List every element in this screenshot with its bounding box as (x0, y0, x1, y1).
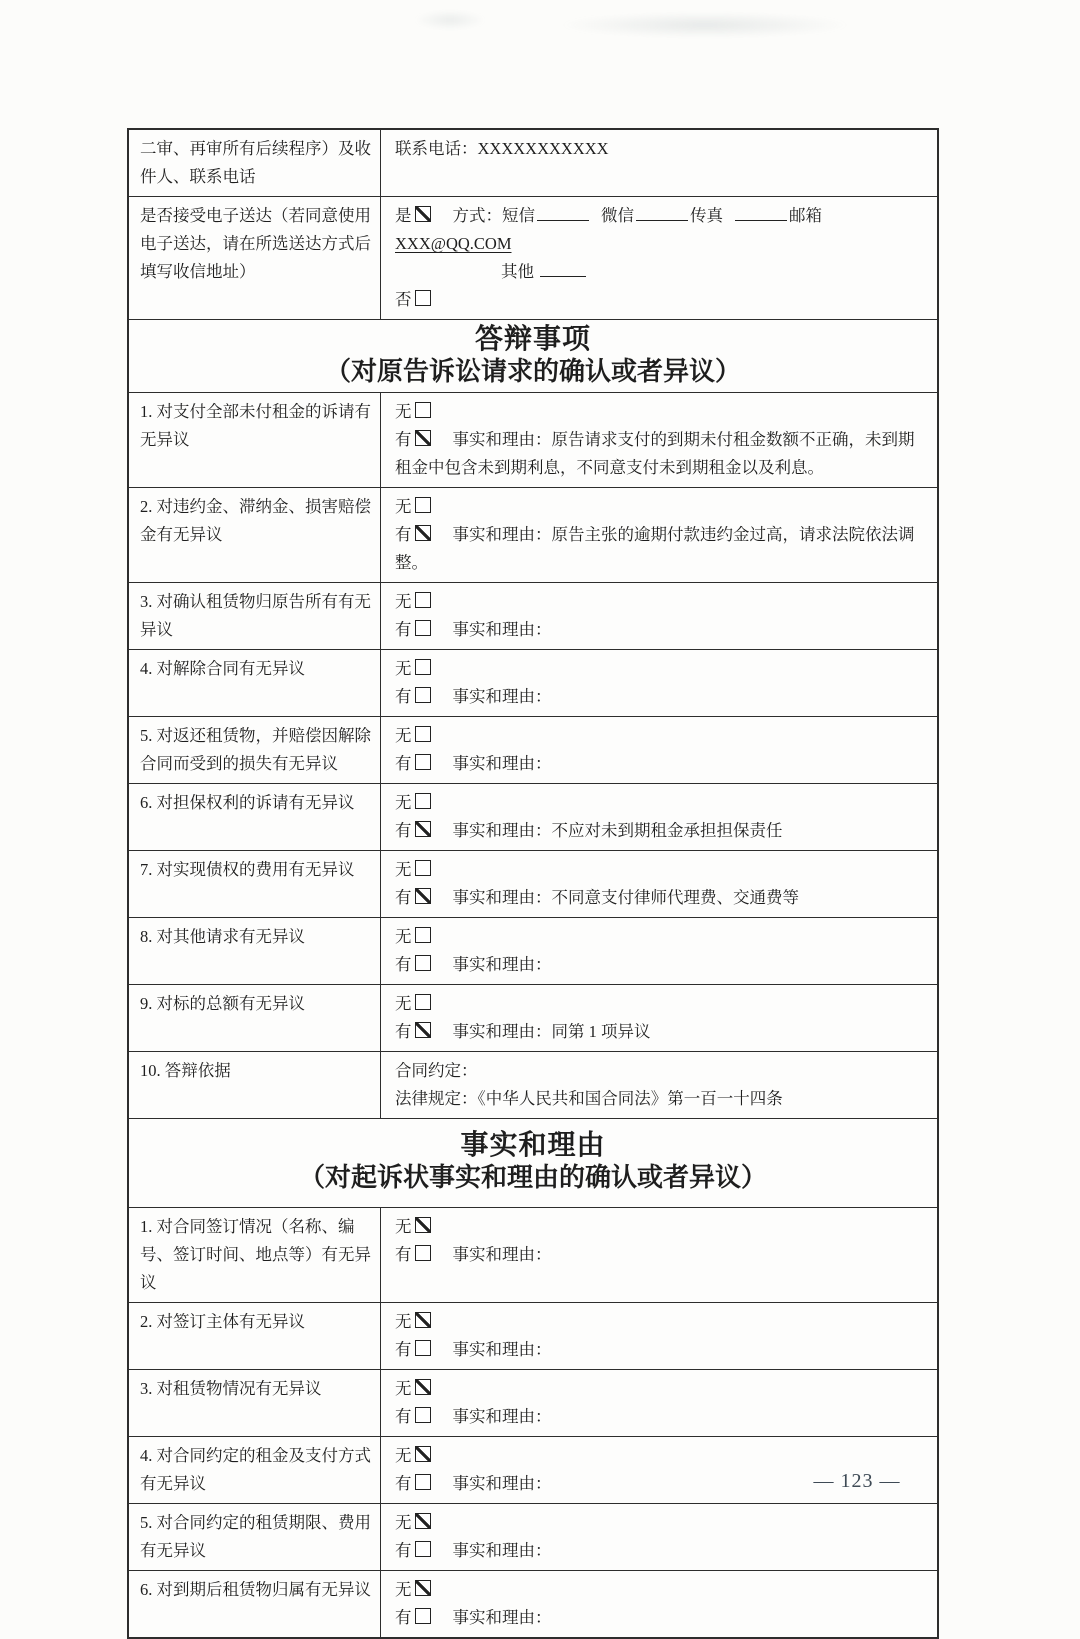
reason-text: 不应对未到期租金承担担保责任 (551, 821, 783, 840)
reason-label: 事实和理由： (452, 1608, 552, 1627)
answer-cell (381, 393, 937, 487)
no-checkbox (415, 290, 431, 306)
section-rows-defense-items (129, 392, 937, 1118)
reason-label: 事实和理由： (452, 1340, 552, 1359)
no-option-label: 无 (395, 497, 412, 516)
yes-checkbox (415, 1022, 431, 1038)
yes-option-label: 有 (395, 1608, 412, 1627)
yes-option-line (395, 951, 929, 979)
yes-checkbox (415, 620, 431, 636)
question-label: 6. 对到期后租赁物归属有无异议 (129, 1571, 381, 1637)
no-option-label: 无 (395, 1513, 412, 1532)
table-row (129, 783, 937, 850)
table-row (129, 1369, 937, 1436)
table-row (129, 582, 937, 649)
yes-checkbox (415, 687, 431, 703)
fax-blank-line (735, 205, 787, 221)
answer-cell (381, 918, 937, 984)
answer-cell (381, 197, 937, 319)
yes-option-line (395, 1537, 929, 1565)
yes-option-line (395, 1241, 929, 1269)
mode-sms-label: 短信 (502, 206, 535, 225)
no-option-label: 无 (395, 793, 412, 812)
no-option-label: 无 (395, 1446, 412, 1465)
no-option-label: 无 (395, 1379, 412, 1398)
no-option-label: 无 (395, 592, 412, 611)
table-row (129, 1570, 937, 1637)
yes-option-label: 有 (395, 1474, 412, 1493)
yes-option-line (395, 683, 929, 711)
scan-artifact (415, 10, 485, 30)
reason-text: 不同意支付律师代理费、交通费等 (551, 888, 799, 907)
answer-cell (381, 1571, 937, 1637)
no-option-line (395, 990, 929, 1018)
yes-checkbox (415, 1340, 431, 1356)
table-row (129, 1051, 937, 1118)
yes-checkbox (415, 754, 431, 770)
no-checkbox (415, 592, 431, 608)
yes-option-label: 有 (395, 1407, 412, 1426)
yes-option-line (395, 1336, 929, 1364)
no-option-line (395, 398, 929, 426)
table-row (129, 487, 937, 582)
reason-text: 原告主张的逾期付款违约金过高，请求法院依法调整。 (395, 525, 915, 572)
no-checkbox (415, 402, 431, 418)
reason-label: 事实和理由： (452, 1407, 552, 1426)
reason-label: 事实和理由： (452, 687, 552, 706)
question-label: 4. 对合同约定的租金及支付方式有无异议 (129, 1437, 381, 1503)
other-blank-line (540, 261, 586, 277)
reason-label: 事实和理由： (452, 525, 552, 544)
other-option-label: 其他 (501, 262, 534, 281)
yes-option-label: 有 (395, 430, 412, 449)
yes-checkbox (415, 955, 431, 971)
yes-option-label: 有 (395, 620, 412, 639)
table-row (129, 1503, 937, 1570)
mode-fax-label: 传真 (690, 206, 723, 225)
question-label: 3. 对租赁物情况有无异议 (129, 1370, 381, 1436)
no-checkbox (415, 793, 431, 809)
page-number: — 123 — (813, 1470, 901, 1492)
yes-option-label: 有 (395, 525, 412, 544)
no-checkbox (415, 1446, 431, 1462)
no-option-label: 否 (395, 290, 412, 309)
answer-cell (381, 1303, 937, 1369)
yes-option-line (395, 616, 929, 644)
yes-option-label: 有 (395, 1340, 412, 1359)
no-option-label: 无 (395, 1217, 412, 1236)
section-subtitle: （对原告诉讼请求的确认或者异议） (324, 357, 741, 386)
yes-option-label: 有 (395, 754, 412, 773)
no-option-label: 无 (395, 994, 412, 1013)
reason-label: 事实和理由： (452, 430, 552, 449)
no-option-line (395, 1375, 929, 1403)
table-row (129, 649, 937, 716)
yes-option-line (395, 817, 929, 845)
no-option-line (395, 655, 929, 683)
question-label: 2. 对违约金、滞纳金、损害赔偿金有无异议 (129, 488, 381, 582)
yes-checkbox (415, 888, 431, 904)
question-label: 2. 对签订主体有无异议 (129, 1303, 381, 1369)
mode-wechat-label: 微信 (601, 206, 634, 225)
no-option-label: 无 (395, 1312, 412, 1331)
no-option-line (395, 1509, 929, 1537)
table-row (129, 1302, 937, 1369)
question-label: 10. 答辩依据 (129, 1052, 381, 1118)
no-option-label: 无 (395, 726, 412, 745)
section-title: 答辩事项 (474, 324, 591, 355)
yes-checkbox (415, 206, 431, 222)
no-checkbox (415, 1379, 431, 1395)
no-checkbox (415, 659, 431, 675)
scan-artifact (560, 12, 850, 38)
no-option-label: 无 (395, 927, 412, 946)
yes-checkbox (415, 1541, 431, 1557)
section-title: 事实和理由 (460, 1130, 606, 1161)
yes-option-line (395, 1604, 929, 1632)
question-label: 6. 对担保权利的诉请有无异议 (129, 784, 381, 850)
reason-label: 事实和理由： (452, 1541, 552, 1560)
yes-checkbox (415, 1407, 431, 1423)
yes-option-line (395, 884, 929, 912)
answer-cell (381, 488, 937, 582)
no-checkbox (415, 1217, 431, 1233)
question-label: 3. 对确认租赁物归原告所有有无异议 (129, 583, 381, 649)
no-option-line (395, 722, 929, 750)
section-rows-facts-reasons (129, 1207, 937, 1637)
no-option-line (395, 1442, 929, 1470)
content-line: 合同约定： (395, 1061, 478, 1080)
answer-cell (381, 717, 937, 783)
no-checkbox (415, 860, 431, 876)
yes-option-label: 有 (395, 888, 412, 907)
mode-prefix-label: 方式： (452, 206, 502, 225)
question-label: 8. 对其他请求有无异议 (129, 918, 381, 984)
reason-label: 事实和理由： (452, 754, 552, 773)
answer-cell (381, 851, 937, 917)
yes-option-label: 有 (395, 955, 412, 974)
reason-label: 事实和理由： (452, 620, 552, 639)
yes-option-line (395, 750, 929, 778)
table-row (129, 196, 937, 319)
reason-label: 事实和理由： (452, 1245, 552, 1264)
table-row (129, 850, 937, 917)
no-checkbox (415, 1312, 431, 1328)
answer-cell (381, 583, 937, 649)
yes-option-line (395, 426, 929, 482)
no-option-line (395, 1308, 929, 1336)
table-row (129, 984, 937, 1051)
answer-cell (381, 784, 937, 850)
answer-cell (381, 1052, 937, 1118)
question-label: 二审、再审所有后续程序）及收件人、联系电话 (129, 130, 381, 196)
yes-option-label: 有 (395, 687, 412, 706)
yes-checkbox (415, 525, 431, 541)
yes-checkbox (415, 1245, 431, 1261)
question-label: 4. 对解除合同有无异议 (129, 650, 381, 716)
reason-label: 事实和理由： (452, 888, 552, 907)
no-option-line (395, 1213, 929, 1241)
no-option-label: 无 (395, 1580, 412, 1599)
yes-option-line (395, 1018, 929, 1046)
reason-label: 事实和理由： (452, 1022, 552, 1041)
answer-cell (381, 650, 937, 716)
no-option-line (395, 923, 929, 951)
table-row (129, 1207, 937, 1302)
no-checkbox (415, 994, 431, 1010)
content-line: 法律规定：《中华人民共和国合同法》第一百一十四条 (395, 1089, 783, 1108)
section-header-facts-reasons (129, 1118, 937, 1207)
answer-cell (381, 985, 937, 1051)
table-row (129, 392, 937, 487)
defense-form-table (127, 128, 939, 1639)
reason-label: 事实和理由： (452, 1474, 552, 1493)
no-option-line (395, 789, 929, 817)
no-option-label: 无 (395, 402, 412, 421)
yes-option-label: 有 (395, 1245, 412, 1264)
no-checkbox (415, 726, 431, 742)
no-option-label: 无 (395, 860, 412, 879)
answer-cell (381, 1504, 937, 1570)
yes-checkbox (415, 430, 431, 446)
no-checkbox (415, 927, 431, 943)
question-label: 1. 对合同签订情况（名称、编号、签订时间、地点等）有无异议 (129, 1208, 381, 1302)
reason-label: 事实和理由： (452, 821, 552, 840)
email-value: XXX@QQ.COM (395, 234, 512, 253)
question-label: 7. 对实现债权的费用有无异议 (129, 851, 381, 917)
answer-cell (381, 130, 937, 196)
no-option-line (395, 588, 929, 616)
answer-cell (381, 1208, 937, 1302)
yes-option-label: 是 (395, 206, 412, 225)
question-label: 1. 对支付全部未付租金的诉请有无异议 (129, 393, 381, 487)
no-checkbox (415, 497, 431, 513)
question-label: 是否接受电子送达（若同意使用电子送达，请在所选送达方式后填写收信地址） (129, 197, 381, 319)
section-subtitle: （对起诉状事实和理由的确认或者异议） (298, 1163, 767, 1192)
no-option-line (395, 1576, 929, 1604)
contact-phone-value: 联系电话：XXXXXXXXXXX (395, 139, 609, 158)
no-checkbox (415, 1513, 431, 1529)
yes-option-label: 有 (395, 1541, 412, 1560)
delivery-no-line (395, 286, 929, 314)
reason-label: 事实和理由： (452, 955, 552, 974)
yes-option-label: 有 (395, 821, 412, 840)
table-row (129, 917, 937, 984)
question-label: 9. 对标的总额有无异议 (129, 985, 381, 1051)
answer-cell (381, 1370, 937, 1436)
question-label: 5. 对合同约定的租赁期限、费用有无异议 (129, 1504, 381, 1570)
table-row (129, 130, 937, 196)
email-label: 邮箱 (789, 206, 822, 225)
no-option-line (395, 493, 929, 521)
delivery-yes-line (395, 202, 929, 258)
delivery-other-line (501, 258, 929, 286)
no-option-label: 无 (395, 659, 412, 678)
sms-blank-line (537, 205, 589, 221)
no-checkbox (415, 1580, 431, 1596)
yes-checkbox (415, 1608, 431, 1624)
yes-option-line (395, 1403, 929, 1431)
no-option-line (395, 856, 929, 884)
yes-checkbox (415, 821, 431, 837)
wechat-blank-line (636, 205, 688, 221)
yes-checkbox (415, 1474, 431, 1490)
yes-option-line (395, 521, 929, 577)
question-label: 5. 对返还租赁物，并赔偿因解除合同而受到的损失有无异议 (129, 717, 381, 783)
table-row (129, 716, 937, 783)
reason-text: 同第 1 项异议 (551, 1022, 651, 1041)
section-header-defense-items (129, 319, 937, 392)
yes-option-label: 有 (395, 1022, 412, 1041)
reason-text: 原告请求支付的到期未付租金数额不正确，未到期租金中包含未到期利息，不同意支付未到期租金以及利息。 (395, 430, 915, 477)
